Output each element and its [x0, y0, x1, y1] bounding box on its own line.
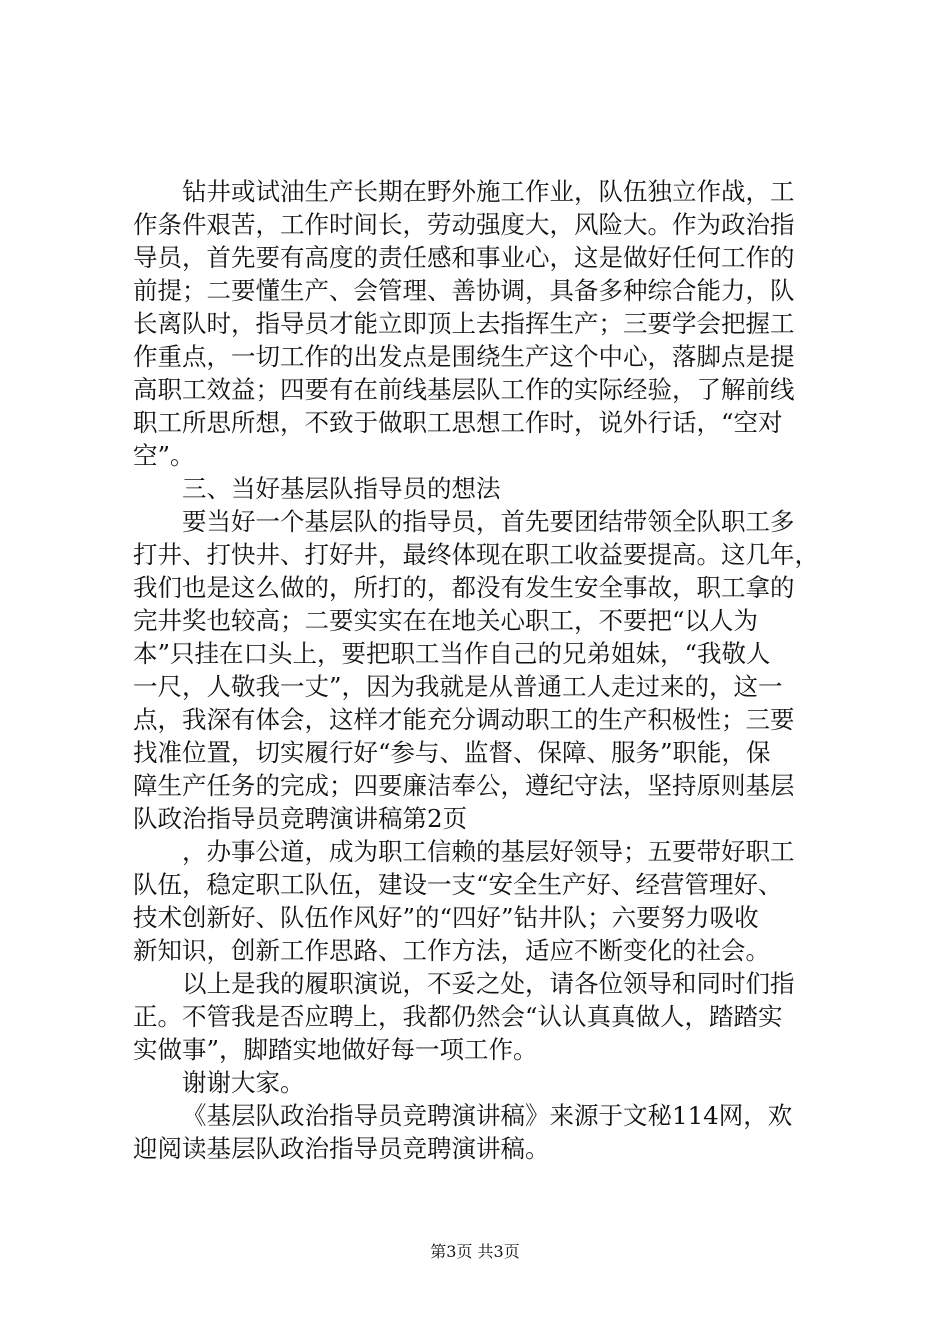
- text-line: 导员，首先要有高度的责任感和事业心，这是做好任何工作的: [133, 243, 795, 272]
- text-line: 本”只挂在口头上，要把职工当作自己的兄弟姐妹，“我敬人: [133, 639, 771, 668]
- text-line: 以上是我的履职演说，不妥之处，请各位领导和同时们指: [182, 969, 795, 998]
- text-line: 一尺，人敬我一丈”，因为我就是从普通工人走过来的，这一: [133, 672, 783, 701]
- text-line: 队伍，稳定职工队伍，建设一支“安全生产好、经营管理好、: [133, 870, 783, 899]
- text-line: 完井奖也较高；二要实实在在地关心职工，不要把“以人为: [133, 606, 759, 635]
- paragraph: [133, 1066, 833, 1099]
- text-line: 迎阅读基层队政治指导员竞聘演讲稿。: [133, 1134, 550, 1163]
- text-line: 障生产任务的完成；四要廉洁奉公，遵纪守法，坚持原则基层: [133, 771, 795, 800]
- text-line: 钻井或试油生产长期在野外施工作业，队伍独立作战，工: [182, 177, 795, 206]
- text-line: 技术创新好、队伍作风好”的“四好”钻井队；六要努力吸收: [133, 903, 759, 932]
- text-line: 《基层队政治指导员竞聘演讲稿》来源于文秘114网，欢: [182, 1101, 793, 1130]
- paragraph: [133, 835, 833, 967]
- text-line: 点，我深有体会，这样才能充分调动职工的生产积极性；三要: [133, 705, 795, 734]
- paragraph: [133, 175, 833, 472]
- text-line: 队政治指导员竞聘演讲稿第2页: [133, 804, 468, 833]
- text-line: 长离队时，指导员才能立即顶上去指挥生产；三要学会把握工: [133, 309, 795, 338]
- text-line: 要当好一个基层队的指导员，首先要团结带领全队职工多: [182, 507, 795, 536]
- text-line: 前提；二要懂生产、会管理、善协调，具备多种综合能力，队: [133, 276, 795, 305]
- text-line: ，办事公道，成为职工信赖的基层好领导；五要带好职工: [182, 837, 795, 866]
- section-heading: [133, 472, 833, 505]
- text-line: 高职工效益；四要有在前线基层队工作的实际经验，了解前线: [133, 375, 795, 404]
- text-line: 找准位置，切实履行好“参与、监督、保障、服务”职能，保: [133, 738, 771, 767]
- text-line: 新知识，创新工作思路、工作方法，适应不断变化的社会。: [133, 936, 770, 965]
- text-line: 打井、打快井、打好井，最终体现在职工收益要提高。这几年，: [133, 540, 819, 569]
- text-line: 实做事”，脚踏实地做好每一项工作。: [133, 1035, 538, 1064]
- paragraph: [133, 505, 833, 835]
- heading-line: 三、当好基层队指导员的想法: [182, 474, 501, 503]
- paragraph: [133, 1099, 833, 1165]
- text-line: 我们也是这么做的，所打的，都没有发生安全事故，职工拿的: [133, 573, 795, 602]
- text-line: 空”。: [133, 441, 195, 470]
- text-line: 职工所思所想，不致于做职工思想工作时，说外行话，“空对: [133, 408, 783, 437]
- paragraph: [133, 967, 833, 1066]
- text-line: 作重点，一切工作的出发点是围绕生产这个中心，落脚点是提: [133, 342, 795, 371]
- text-line: 正。不管我是否应聘上，我都仍然会“认认真真做人，踏踏实: [133, 1002, 783, 1031]
- page-footer: [0, 1241, 950, 1263]
- document-body: [133, 175, 833, 1165]
- text-line: 作条件艰苦，工作时间长，劳动强度大，风险大。作为政治指: [133, 210, 795, 239]
- text-line: 谢谢大家。: [182, 1068, 305, 1097]
- page-number: 第3页 共3页: [430, 1242, 520, 1261]
